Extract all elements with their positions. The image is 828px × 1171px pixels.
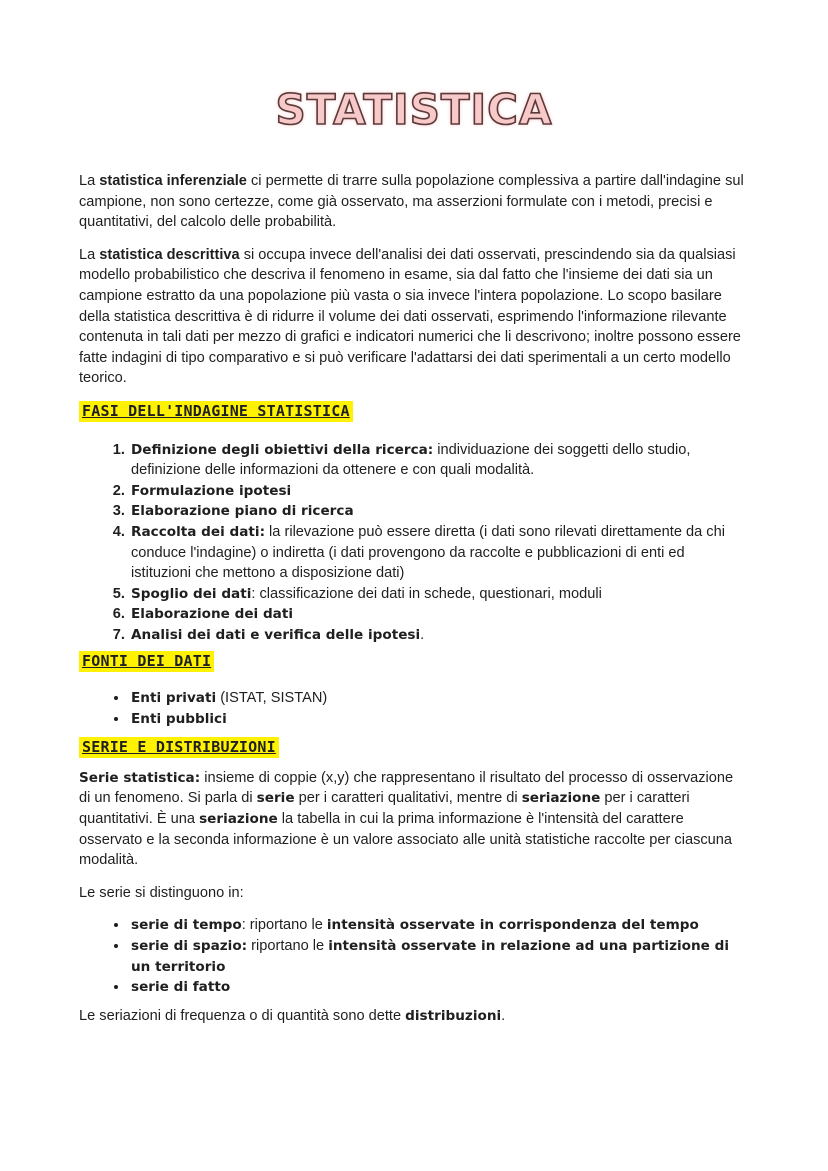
- term-seriazione: seriazione: [199, 811, 278, 828]
- text: .: [501, 1007, 506, 1024]
- item-term: serie di fatto: [131, 979, 231, 996]
- list-item: [129, 936, 745, 977]
- text: ci permette di trarre sulla popolazione complessiva a partire dall'indagine sul campione, non sono certezze, come già osservato, ma asserzioni formulate con i metodi, precisi e quantitativi, del calcolo delle probabilità.: [79, 173, 744, 231]
- term-serie-statistica: Serie statistica:: [79, 769, 201, 786]
- item-term: Enti privati: [131, 690, 217, 707]
- list-item: [129, 977, 745, 998]
- serie-list: [79, 915, 745, 997]
- list-item: [129, 688, 745, 709]
- item-term: serie di tempo: [131, 917, 242, 934]
- fasi-list: [79, 440, 745, 646]
- text: La: [79, 246, 100, 263]
- text: si occupa invece dell'analisi dei dati osservati, prescindendo sia da qualsiasi modello probabilistico che descriva il fenomeno in esame, sia dal fatto che l'insieme dei dati sia un campione estratto da una popolazione più vasta o sia invece l'intera popolazione. Lo scopo basilare della statistica descrittiva è di ridurre il volume dei dati osservati, esprimendo l'informazione rilevante contenuta in tali dati per mezzo di grafici e indicatori numerici che li descrivono; inoltre possono essere fatte indagini di tipo comparativo e si può verificare l'adattarsi dei dati sperimentali a un certo modello teorico.: [79, 246, 741, 387]
- list-item: [129, 522, 745, 584]
- section-heading-fonti: FONTI DEI DATI: [79, 651, 214, 672]
- text: insieme di coppie (x,y) che rappresentano il risultato del processo di osservazione di un fenomeno. Si parla di: [79, 769, 734, 807]
- paragraph-serie-statistica: [79, 768, 745, 871]
- list-item: [129, 501, 745, 522]
- paragraph-descrittiva: [79, 245, 745, 389]
- term-inferenziale: statistica inferenziale: [99, 173, 247, 189]
- text: Le seriazioni di frequenza o di quantità sono dette: [79, 1007, 406, 1024]
- item-text: (ISTAT, SISTAN): [216, 690, 328, 707]
- list-item: [129, 584, 745, 605]
- item-text: .: [420, 626, 425, 643]
- text: La: [79, 173, 100, 189]
- item-text: riportano le: [247, 938, 329, 954]
- text: la tabella in cui la prima informazione è l'intensità del carattere osservato e la seconda informazione è un valore associato alle unità statistiche raccolte per ciascuna modalità.: [79, 811, 733, 869]
- list-item: [129, 625, 745, 646]
- document-body: [79, 171, 745, 1038]
- item-term: Analisi dei dati e verifica delle ipotesi: [131, 626, 421, 643]
- text: per i caratteri quantitativi. È una: [79, 790, 690, 828]
- list-item: [129, 915, 745, 936]
- paragraph-distribuzioni: [79, 1006, 745, 1027]
- term-serie: serie: [256, 790, 295, 807]
- term-distribuzioni: distribuzioni: [405, 1007, 502, 1024]
- section-heading-serie: SERIE E DISTRIBUZIONI: [79, 737, 279, 758]
- item-term: Formulazione ipotesi: [131, 482, 292, 499]
- list-item: [129, 604, 745, 625]
- item-text: : riportano le: [241, 917, 327, 934]
- list-item: [129, 481, 745, 502]
- item-term: intensità osservate in relazione ad una partizione di un territorio: [131, 938, 729, 975]
- item-term: Elaborazione dei dati: [131, 606, 294, 623]
- item-term: Definizione degli obiettivi della ricerca:: [131, 441, 434, 458]
- text: per i caratteri qualitativi, mentre di: [294, 790, 522, 807]
- page-title: STATISTICA: [275, 85, 553, 134]
- fonti-list: [79, 688, 745, 729]
- item-term: Elaborazione piano di ricerca: [131, 503, 354, 520]
- term-seriazione: seriazione: [521, 790, 601, 807]
- item-term: intensità osservate in corrispondenza del tempo: [326, 917, 699, 934]
- paragraph-inferenziale: [79, 171, 745, 233]
- term-descrittiva: statistica descrittiva: [99, 246, 240, 263]
- paragraph-serie-distinguono: Le serie si distinguono in:: [79, 884, 244, 901]
- item-text: individuazione dei soggetti dello studio, definizione delle informazioni da ottenere e con quali modalità.: [131, 441, 691, 479]
- item-term: Raccolta dei dati:: [131, 523, 265, 540]
- item-term: Enti pubblici: [131, 710, 227, 727]
- item-text: la rilevazione può essere diretta (i dati sono rilevati direttamente da chi conduce l'indagine) o indiretta (i dati provengono da raccolte e pubblicazioni di enti ed istituzioni che mettono a disposizione dati): [131, 523, 725, 582]
- item-term: serie di spazio:: [131, 938, 248, 954]
- list-item: [129, 440, 745, 481]
- section-heading-fasi: FASI DELL'INDAGINE STATISTICA: [79, 401, 353, 422]
- list-item: [129, 709, 745, 730]
- item-text: : classificazione dei dati in schede, questionari, moduli: [251, 585, 602, 602]
- item-term: Spoglio dei dati: [131, 585, 252, 602]
